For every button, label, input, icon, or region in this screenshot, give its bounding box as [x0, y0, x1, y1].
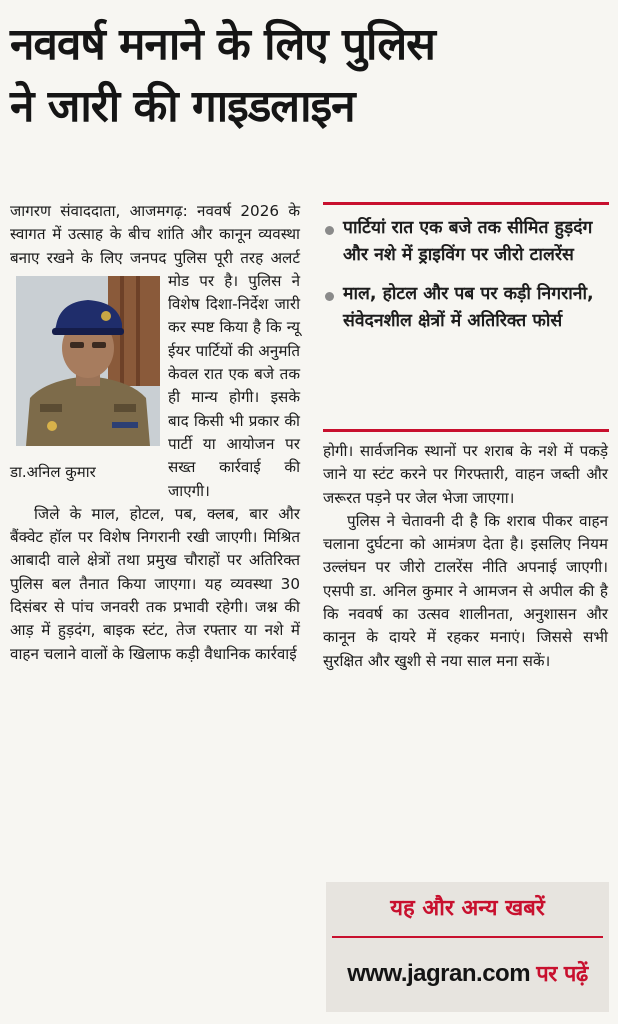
top-red-rule	[323, 202, 609, 205]
officer-photo	[16, 276, 160, 446]
right-column	[323, 440, 608, 673]
left-para-1	[10, 200, 300, 503]
bottom-red-rule	[323, 429, 609, 432]
promo-heading: यह और अन्य खबरें	[390, 896, 545, 921]
headline-line-1: नववर्ष मनाने के लिए पुलिस	[10, 19, 435, 70]
left-para-2: जिले के माल, होटल, पब, क्लब, बार और बैंक्वेट हॉल पर विशेष निगरानी रखी जाएगी। मिश्रित आबादी वाले क्षेत्रों तथा प्रमुख चौराहों पर अतिरिक्त पुलिस बल तैनात किया जाएगा। यह व्यवस्था 30 दिसंबर से पांच जनवरी तक प्रभावी रहेगी। जश्न की आड़ में हुड़दंग, बाइक स्टंट, तेज रफ्तार या नशे में वाहन चलाने वालों के खिलाफ कड़ी वैधानिक कार्रवाई	[10, 504, 300, 663]
highlight-text: पार्टियां रात एक बजे तक सीमित हुड़दंग और नशे में ड्राइविंग पर जीरो टालरेंस	[343, 218, 593, 265]
highlights-list	[325, 215, 608, 347]
promo-link[interactable]	[326, 958, 609, 988]
highlight-item	[325, 215, 608, 269]
right-para-2: पुलिस ने चेतावनी दी है कि शराब पीकर वाहन चलाना दुर्घटना को आमंत्रण देता है। इसलिए नियम उल्लंघन पर जीरो टालरेंस नीति अपनाई जाएगी। एसपी डा. अनिल कुमार ने आमजन से अपील की है कि नववर्ष का उत्सव शालीनता, अनुशासन और कानून के दायरे में रहकर मनाएं। जिससे सभी सुरक्षित और खुशी से नया साल मना सकें।	[323, 511, 608, 670]
promo-suffix: पर पढ़ें	[536, 962, 588, 987]
bullet-icon	[325, 226, 334, 235]
headline-line-2: ने जारी की गाइडलाइन	[10, 81, 355, 132]
left-para-1-wrap: विशेष दिशा-निर्देश जारी कर स्पष्ट किया है कि न्यू ईयर पार्टियों की अनुमति केवल रात	[168, 295, 300, 384]
left-para-1-lead: जागरण संवाददाता, आजमगढ़: नववर्ष 2026 के स्वागत में उत्साह के बीच शांति और कानून व्यवस्था बनाए रखने के लिए जनपद पुलिस पूरी तरह अलर्ट मोड पर है। पुलिस ने	[10, 202, 300, 290]
left-column	[10, 200, 300, 666]
bullet-icon	[325, 292, 334, 301]
officer-portrait-icon	[16, 276, 160, 446]
headline	[10, 14, 610, 138]
officer-photo-block	[10, 274, 160, 487]
highlight-text: माल, होटल और पब पर कड़ी निगरानी, संवेदनशील क्षेत्रों में अतिरिक्त फोर्स	[343, 284, 594, 331]
photo-caption: डा.अनिल कुमार	[10, 462, 96, 481]
promo-box[interactable]	[326, 882, 609, 1012]
highlight-item	[325, 281, 608, 335]
right-para-1: होगी। सार्वजनिक स्थानों पर शराब के नशे में पकड़े जाने या स्टंट करने पर गिरफ्तारी, वाहन जब्ती और जरूरत पड़ने पर जेल भेजा जाएगा।	[323, 442, 608, 507]
promo-divider	[332, 936, 603, 938]
left-para-1-tail: एक बजे तक ही मान्य होगी। इसके बाद किसी भी प्रकार की पार्टी या आयोजन पर सख्त कार्रवाई की जाएगी।	[168, 365, 301, 500]
promo-url[interactable]: www.jagran.com	[347, 960, 531, 987]
